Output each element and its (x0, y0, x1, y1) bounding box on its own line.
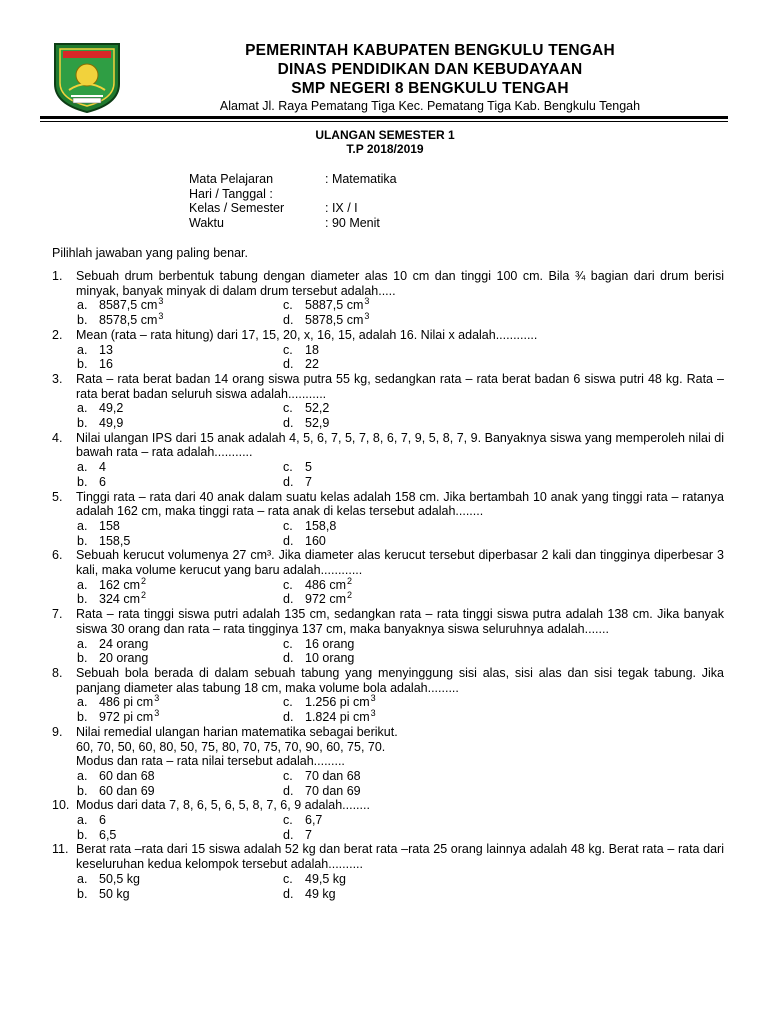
question-number: 2. (52, 327, 63, 342)
answer-options (52, 695, 724, 724)
question-text: Nilai ulangan IPS dari 15 anak adalah 4, 5, 6, 7, 5, 7, 8, 6, 7, 9, 5, 8, 7, 9. Banyaknya siswa yang memperoleh nilai di bawah rata – rata adalah........... (76, 430, 724, 460)
question-text: Modus dari data 7, 8, 6, 5, 6, 5, 8, 7, 6, 9 adalah........ (76, 798, 370, 813)
exam-info (189, 172, 397, 230)
question-body (76, 548, 724, 577)
question-row (52, 328, 724, 343)
question-body (76, 269, 724, 298)
option-text: 158 (99, 518, 120, 533)
header-school: SMP NEGERI 8 BENGKULU TENGAH (291, 80, 569, 97)
option-text: 50 kg (99, 886, 130, 901)
question-body (76, 666, 724, 695)
question-text: Rata – rata berat badan 14 orang siswa putra 55 kg, sedangkan rata – rata berat badan 6 siswa putri 48 kg. Rata – rata berat badan seluruh siswa adalah........... (76, 371, 724, 401)
option-text: 7 (305, 474, 312, 489)
option-text: 5878,5 cm (305, 313, 364, 328)
answer-options (52, 343, 724, 372)
question-body (76, 372, 724, 401)
question-body (76, 607, 724, 636)
option-letter: a. (77, 518, 88, 533)
answer-option (283, 592, 583, 607)
option-letter: b. (77, 886, 88, 901)
answer-option (77, 828, 283, 843)
question-number: 8. (52, 665, 63, 680)
answer-options (52, 637, 724, 666)
option-letter: b. (77, 827, 88, 842)
header-address: Alamat Jl. Raya Pematang Tiga Kec. Pematang Tiga Kab. Bengkulu Tengah (219, 99, 641, 113)
answer-option (283, 298, 583, 313)
question-item (52, 269, 724, 328)
option-text: 60 dan 69 (99, 783, 155, 798)
question-text: Sebuah drum berbentuk tabung dengan diameter alas 10 cm dan tinggi 100 cm. Bila ¾ bagian dari drum berisi minyak, banyak minyak di dalam drum tersebut adalah..... (76, 269, 724, 298)
info-row-time (189, 216, 397, 231)
question-item (52, 490, 724, 549)
question-number: 11. (52, 842, 69, 857)
question-row (52, 798, 724, 813)
question-item (52, 798, 724, 842)
answer-option (77, 519, 283, 534)
question-item (52, 666, 724, 725)
question-row (52, 607, 724, 636)
option-letter: a. (77, 813, 88, 828)
option-letter: d. (283, 827, 294, 842)
option-letter: d. (283, 710, 294, 725)
answer-option (77, 534, 283, 549)
answer-option (283, 416, 583, 431)
option-text: 6,7 (305, 813, 323, 828)
answer-options (52, 298, 724, 327)
option-letter: a. (77, 636, 88, 651)
header-government: PEMERINTAH KABUPATEN BENGKULU TENGAH (245, 42, 615, 59)
option-letter: c. (283, 813, 293, 828)
info-value: : 90 Menit (325, 215, 380, 230)
answer-option (77, 887, 283, 902)
option-unit-exponent: 3 (158, 296, 164, 307)
question-row (52, 548, 724, 577)
question-text: Nilai remedial ulangan harian matematika sebagai berikut. (76, 724, 398, 739)
option-unit-exponent: 2 (347, 575, 353, 586)
answer-option (283, 357, 583, 372)
answer-options (52, 872, 724, 901)
option-letter: d. (283, 592, 294, 607)
question-text: Sebuah kerucut volumenya 27 cm³. Jika diameter alas kerucut tersebut diperbasar 2 kali dan tingginya diperbesar 3 kali, maka volume kerucut yang baru adalah............ (76, 548, 724, 578)
option-unit-exponent: 2 (347, 590, 353, 601)
option-text: 158,5 (99, 533, 131, 548)
option-letter: c. (283, 636, 293, 651)
option-letter: a. (77, 342, 88, 357)
info-label: Kelas / Semester (189, 201, 285, 215)
answer-option (77, 710, 283, 725)
option-letter: c. (283, 577, 293, 592)
answer-option (283, 401, 583, 416)
question-text: Sebuah bola berada di dalam sebuah tabung yang menyinggung sisi alas, sisi alas dan sisi tegak tabung. Jika panjang diameter alas tabung 18 cm, maka volume bola adalah......... (76, 665, 724, 695)
answer-option (283, 460, 583, 475)
answer-option (283, 475, 583, 490)
answer-option (283, 313, 583, 328)
header-department: DINAS PENDIDIKAN DAN KEBUDAYAAN (277, 61, 583, 78)
option-letter: c. (283, 768, 293, 783)
option-letter: a. (77, 695, 88, 710)
info-label: Hari / Tanggal : (189, 186, 273, 201)
answer-option (77, 695, 283, 710)
answer-option (283, 651, 583, 666)
answer-options (52, 519, 724, 548)
option-text: 20 orang (99, 651, 149, 666)
question-item (52, 372, 724, 431)
info-value: : IX / I (325, 201, 358, 215)
question-row (52, 842, 724, 871)
answer-option (77, 416, 283, 431)
info-row-class (189, 201, 397, 216)
option-text: 18 (305, 342, 319, 357)
answer-option (77, 769, 283, 784)
question-row (52, 490, 724, 519)
instruction: Pilihlah jawaban yang paling benar. (52, 246, 248, 260)
question-row (52, 725, 724, 769)
option-text: 70 dan 68 (305, 768, 361, 783)
question-item (52, 842, 724, 901)
option-text: 1.824 pi cm (305, 710, 370, 725)
option-letter: c. (283, 298, 293, 313)
option-letter: c. (283, 695, 293, 710)
option-letter: d. (283, 474, 294, 489)
answer-option (77, 872, 283, 887)
option-text: 49,2 (99, 401, 124, 416)
option-letter: d. (283, 357, 294, 372)
answer-options (52, 401, 724, 430)
answer-options (52, 813, 724, 842)
question-extra-line: Modus dan rata – rata nilai tersebut adalah......... (76, 754, 345, 769)
info-label: Mata Pelajaran (189, 172, 274, 186)
question-row (52, 666, 724, 695)
option-letter: a. (77, 401, 88, 416)
answer-option (283, 813, 583, 828)
option-letter: a. (77, 768, 88, 783)
question-number: 6. (52, 548, 63, 563)
option-text: 13 (99, 342, 113, 357)
answer-option (283, 887, 583, 902)
answer-option (77, 401, 283, 416)
option-text: 158,8 (305, 518, 337, 533)
option-unit-exponent: 3 (364, 296, 370, 307)
answer-option (283, 828, 583, 843)
option-letter: a. (77, 577, 88, 592)
option-letter: b. (77, 416, 88, 431)
option-text: 16 orang (305, 636, 355, 651)
answer-options (52, 460, 724, 489)
question-text: Tinggi rata – rata dari 40 anak dalam suatu kelas adalah 158 cm. Jika bertambah 10 anak yang tinggi rata – ratanya adalah 162 cm, maka tinggi rata – rata anak di kelas tersebut adalah........ (76, 489, 724, 519)
answer-option (77, 298, 283, 313)
option-letter: d. (283, 533, 294, 548)
option-letter: b. (77, 651, 88, 666)
option-text: 52,2 (305, 401, 330, 416)
option-text: 24 orang (99, 636, 149, 651)
answer-option (283, 872, 583, 887)
option-text: 10 orang (305, 651, 355, 666)
option-text: 70 dan 69 (305, 783, 361, 798)
question-text: Rata – rata tinggi siswa putri adalah 135 cm, sedangkan rata – rata tinggi siswa putra adalah 138 cm. Jika banyak siswa 30 orang dan rata – rata tingginya 137 cm, maka banyaknya siswa seluruhnya adalah....... (76, 607, 724, 636)
answer-option (77, 313, 283, 328)
option-letter: d. (283, 886, 294, 901)
option-letter: b. (77, 533, 88, 548)
answer-option (77, 357, 283, 372)
option-text: 4 (99, 460, 106, 475)
info-value: : Matematika (325, 172, 397, 186)
exam-title: ULANGAN SEMESTER 1 (315, 128, 455, 142)
option-text: 972 cm (305, 592, 346, 607)
question-row (52, 372, 724, 401)
question-body (76, 431, 724, 460)
question-body (76, 842, 724, 871)
option-text: 6 (99, 813, 106, 828)
header-divider-thin (40, 121, 728, 122)
option-unit-exponent: 3 (370, 693, 376, 704)
question-number: 5. (52, 489, 63, 504)
option-letter: a. (77, 871, 88, 886)
option-text: 49,9 (99, 416, 124, 431)
option-letter: b. (77, 357, 88, 372)
option-text: 16 (99, 357, 113, 372)
option-letter: c. (283, 460, 293, 475)
option-letter: d. (283, 651, 294, 666)
question-row (52, 269, 724, 298)
exam-year: T.P 2018/2019 (346, 142, 424, 156)
option-letter: c. (283, 401, 293, 416)
info-label: Waktu (189, 215, 224, 230)
question-body (76, 328, 724, 343)
option-letter: b. (77, 474, 88, 489)
option-text: 49 kg (305, 886, 336, 901)
option-text: 1.256 pi cm (305, 695, 370, 710)
option-letter: d. (283, 416, 294, 431)
question-item (52, 725, 724, 799)
answer-options (52, 575, 724, 607)
answer-option (77, 343, 283, 358)
question-number: 3. (52, 371, 63, 386)
answer-option (77, 475, 283, 490)
answer-option (283, 637, 583, 652)
option-letter: a. (77, 298, 88, 313)
answer-option (283, 343, 583, 358)
option-text: 6,5 (99, 827, 117, 842)
option-letter: c. (283, 518, 293, 533)
answer-option (283, 710, 583, 725)
answer-option (77, 575, 283, 593)
question-item (52, 607, 724, 666)
option-unit-exponent: 3 (158, 311, 164, 322)
option-letter: b. (77, 592, 88, 607)
answer-option (283, 534, 583, 549)
answer-option (77, 651, 283, 666)
question-body (76, 725, 724, 769)
option-letter: d. (283, 783, 294, 798)
question-number: 7. (52, 607, 63, 622)
option-text: 7 (305, 827, 312, 842)
header-divider-thick (40, 116, 728, 119)
question-row (52, 431, 724, 460)
option-unit-exponent: 3 (154, 693, 160, 704)
option-text: 5 (305, 460, 312, 475)
option-text: 162 cm (99, 577, 140, 592)
answer-option (283, 575, 583, 593)
option-unit-exponent: 2 (141, 575, 147, 586)
option-letter: a. (77, 460, 88, 475)
question-number: 10. (52, 798, 70, 813)
option-text: 324 cm (99, 592, 140, 607)
option-text: 8587,5 cm (99, 298, 158, 313)
question-item (52, 328, 724, 372)
answer-option (77, 813, 283, 828)
info-row-subject (189, 172, 397, 187)
option-letter: b. (77, 710, 88, 725)
option-text: 160 (305, 533, 326, 548)
option-text: 50,5 kg (99, 871, 141, 886)
option-text: 6 (99, 474, 106, 489)
option-text: 5887,5 cm (305, 298, 364, 313)
option-letter: b. (77, 313, 88, 328)
school-logo (47, 38, 127, 114)
option-text: 22 (305, 357, 319, 372)
option-letter: d. (283, 313, 294, 328)
question-body (76, 798, 724, 813)
question-number: 4. (52, 430, 63, 445)
question-text: Mean (rata – rata hitung) dari 17, 15, 20, x, 16, 15, adalah 16. Nilai x adalah............ (76, 327, 538, 342)
info-row-date (189, 187, 397, 202)
answer-option (77, 784, 283, 799)
question-list (52, 269, 724, 901)
option-unit-exponent: 3 (364, 311, 370, 322)
answer-option (283, 769, 583, 784)
question-item (52, 548, 724, 607)
option-letter: c. (283, 871, 293, 886)
option-text: 972 pi cm (99, 710, 154, 725)
option-text: 49,5 kg (305, 871, 347, 886)
option-text: 52,9 (305, 416, 330, 431)
option-text: 60 dan 68 (99, 768, 155, 783)
option-unit-exponent: 3 (154, 708, 160, 719)
question-number: 1. (52, 269, 63, 283)
option-text: 8578,5 cm (99, 313, 158, 328)
answer-option (77, 637, 283, 652)
question-text: Berat rata –rata dari 15 siswa adalah 52 kg dan berat rata –rata 25 orang lainnya adalah 48 kg. Berat rata – rata dari keseluruhan kedua kelompok tersebut adalah.......... (76, 842, 724, 872)
option-letter: b. (77, 783, 88, 798)
option-unit-exponent: 2 (141, 590, 147, 601)
answer-option (77, 460, 283, 475)
answer-option (283, 784, 583, 799)
option-letter: c. (283, 342, 293, 357)
bengkulu-tengah-crest-icon (47, 38, 127, 114)
option-text: 486 pi cm (99, 695, 154, 710)
question-body (76, 490, 724, 519)
answer-option (283, 519, 583, 534)
question-extra-line: 60, 70, 50, 60, 80, 50, 75, 80, 70, 75, 70, 90, 60, 75, 70. (76, 739, 386, 754)
option-unit-exponent: 3 (370, 708, 376, 719)
question-number: 9. (52, 724, 63, 739)
option-text: 486 cm (305, 577, 346, 592)
answer-options (52, 769, 724, 798)
answer-option (283, 695, 583, 710)
answer-option (77, 592, 283, 607)
question-item (52, 431, 724, 490)
